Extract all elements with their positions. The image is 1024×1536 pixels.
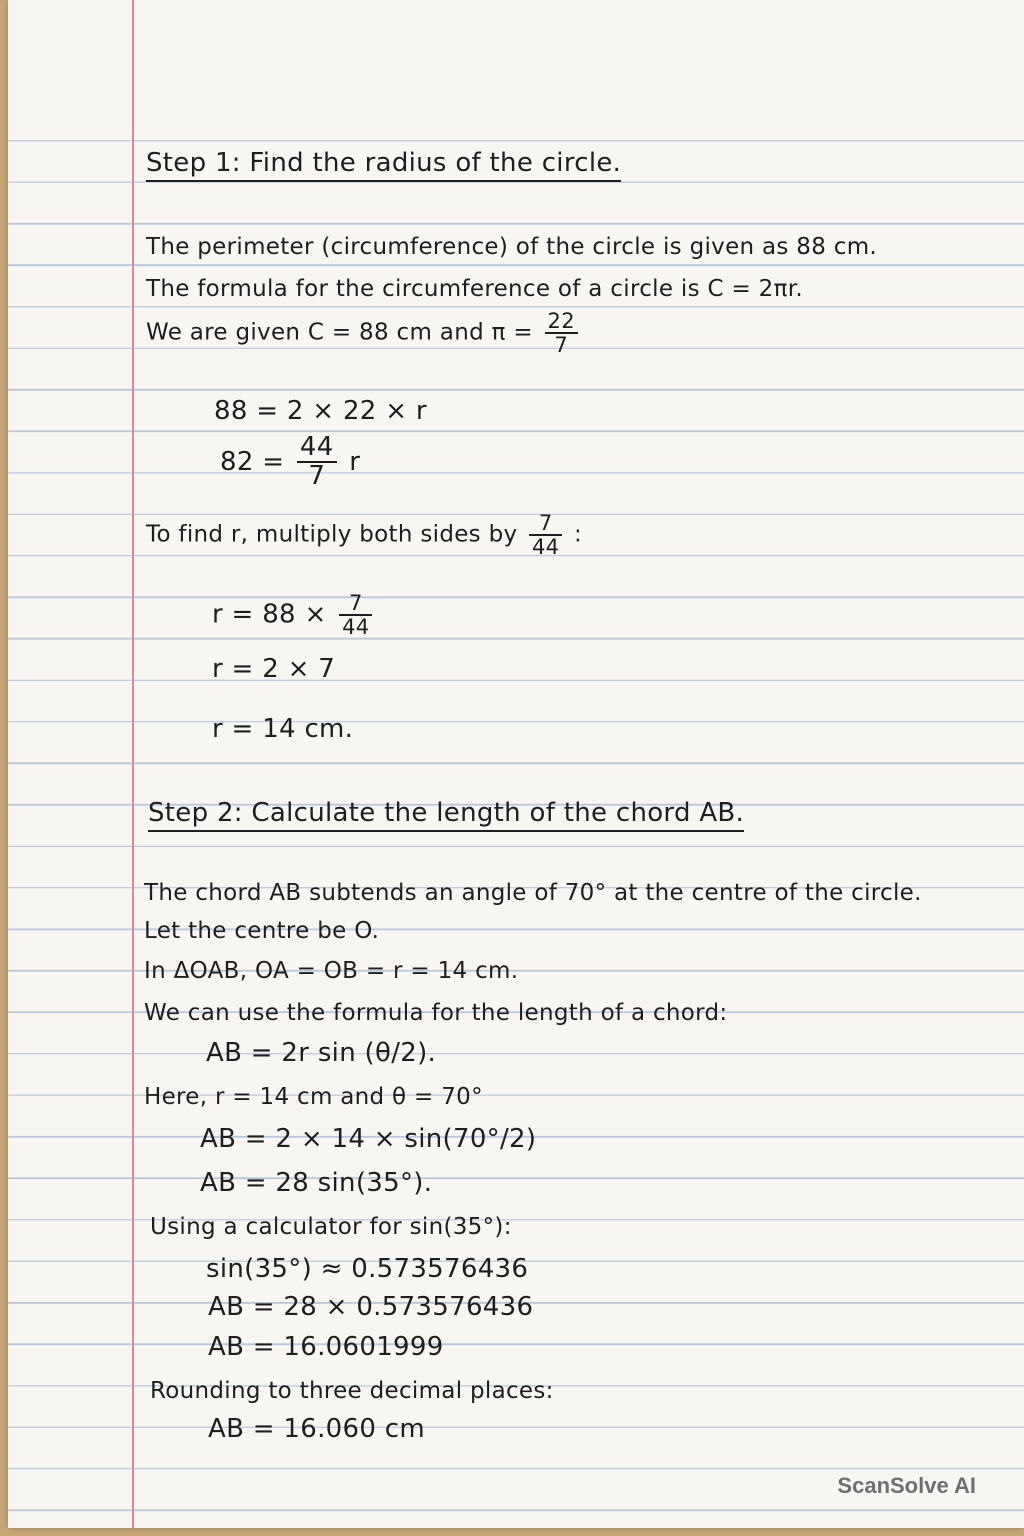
eq2-fraction (297, 434, 337, 491)
step1-multiply-line (146, 512, 582, 558)
watermark-logo: ScanSolve AI (837, 1473, 976, 1498)
multiply-denominator: 44 (532, 535, 560, 560)
step2-heading: Step 2: Calculate the length of the chord AB. (148, 798, 744, 832)
pi-numerator: 22 (545, 310, 578, 334)
step1-eq2-variable: r (349, 446, 361, 477)
eq3-denominator: 44 (342, 615, 370, 640)
step1-eq2-lhs: 82 = (220, 446, 285, 477)
step2-eq2: AB = 28 sin(35°). (200, 1168, 433, 1198)
step2-line6: Using a calculator for sin(35°): (150, 1214, 512, 1240)
step1-line1: The perimeter (circumference) of the circle is given as 88 cm. (146, 234, 878, 260)
step1-line2: The formula for the circumference of a circle is C = 2πr. (146, 276, 803, 302)
step2-eq5: AB = 16.0601999 (208, 1332, 444, 1362)
step2-eq6: AB = 16.060 cm (208, 1414, 425, 1444)
step1-eq2 (220, 434, 360, 491)
eq2-denominator: 7 (308, 461, 326, 492)
step2-line1: The chord AB subtends an angle of 70° at the centre of the circle. (144, 880, 922, 906)
step2-line7: Rounding to three decimal places: (150, 1378, 554, 1404)
step1-eq3-lhs: r = 88 × (212, 599, 327, 630)
step2-eq4: AB = 28 × 0.573576436 (208, 1292, 534, 1322)
multiply-text: To find r, multiply both sides by (146, 521, 518, 548)
step2-line2: Let the centre be O. (144, 918, 380, 944)
multiply-colon: : (573, 521, 583, 548)
step1-eq1: 88 = 2 × 22 × r (214, 396, 427, 426)
chord-formula: AB = 2r sin (θ/2). (206, 1038, 437, 1068)
pi-fraction (545, 310, 578, 356)
notebook-page (8, 0, 1024, 1528)
step1-eq4: r = 2 × 7 (212, 654, 336, 684)
step1-line3 (146, 310, 582, 356)
step2-eq3: sin(35°) ≈ 0.573576436 (206, 1254, 529, 1284)
step2-line3: In ΔOAB, OA = OB = r = 14 cm. (144, 958, 519, 984)
margin-line (132, 0, 134, 1528)
multiply-fraction (529, 512, 562, 558)
step2-eq1: AB = 2 × 14 × sin(70°/2) (200, 1124, 537, 1154)
eq3-fraction (339, 592, 372, 638)
step1-eq3 (212, 592, 376, 638)
step1-line3-text: We are given C = 88 cm and π = (146, 319, 533, 346)
pi-denominator: 7 (554, 333, 569, 358)
step2-line5: Here, r = 14 cm and θ = 70° (144, 1084, 483, 1110)
eq2-numerator: 44 (297, 434, 337, 463)
step2-line4: We can use the formula for the length of a chord: (144, 1000, 728, 1026)
step1-eq5: r = 14 cm. (212, 714, 354, 744)
step1-heading: Step 1: Find the radius of the circle. (146, 148, 621, 182)
eq3-numerator: 7 (339, 592, 372, 616)
multiply-numerator: 7 (529, 512, 562, 536)
